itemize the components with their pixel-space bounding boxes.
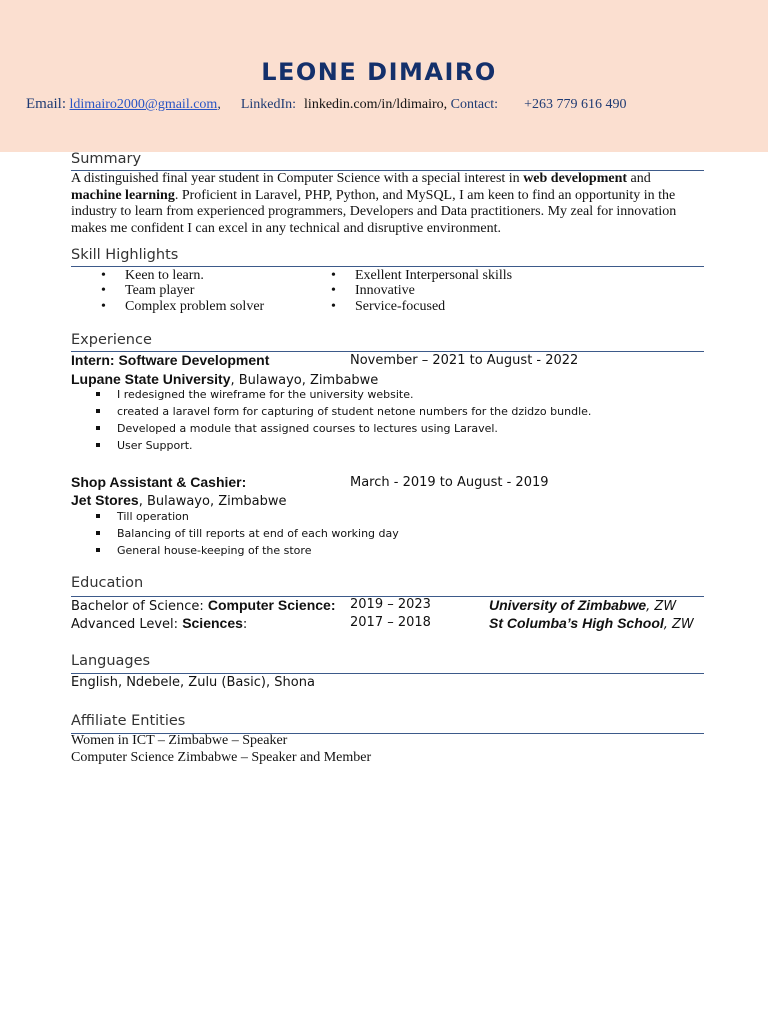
duty-item: created a laravel form for capturing of student netone numbers for the dzidzo bundle. [95, 403, 591, 420]
job-duties [95, 508, 399, 559]
affiliates-heading: Affiliate Entities [71, 713, 186, 729]
skill-item: • Keen to learn. [101, 268, 264, 283]
job-dates: March - 2019 to August - 2019 [350, 475, 549, 490]
skill-item: • Innovative [331, 283, 512, 298]
institution-country: , ZW [646, 599, 677, 614]
skill-item: • Exellent Interpersonal skills [331, 268, 512, 283]
skills-heading: Skill Highlights [71, 247, 179, 263]
duty-item: Balancing of till reports at end of each working day [95, 525, 399, 542]
job-title: Shop Assistant & Cashier: [71, 474, 247, 490]
employer-name: Lupane State University [71, 371, 231, 387]
duty-item: User Support. [95, 437, 591, 454]
degree-field-trail: : [242, 617, 248, 632]
contact-line [26, 96, 626, 113]
summary-text-part: A distinguished final year student in Computer Science with a special interest in [71, 171, 524, 186]
employer-location: , Bulawayo, Zimbabwe [138, 494, 287, 509]
institution-name: St Columba’s High School [489, 615, 664, 631]
institution [489, 597, 676, 614]
institution [489, 615, 694, 632]
duty-item: Till operation [95, 508, 399, 525]
degree [71, 615, 247, 632]
email-link[interactable]: ldimairo2000@gmail.com [69, 97, 218, 112]
skills-rule [71, 266, 704, 267]
degree-field: Sciences [182, 615, 243, 631]
skills-right-column [331, 268, 512, 314]
summary-text-part: and [627, 171, 651, 186]
email-label: Email: [26, 96, 66, 112]
employer-location: , Bulawayo, Zimbabwe [230, 373, 379, 388]
candidate-name: LEONE DIMAIRO [261, 58, 497, 86]
skill-item: • Complex problem solver [101, 299, 264, 314]
job-duties [95, 386, 591, 454]
duty-item: General house-keeping of the store [95, 542, 399, 559]
duty-item: Developed a module that assigned courses to lectures using Laravel. [95, 420, 591, 437]
job-title: Intern: Software Development [71, 352, 270, 368]
phone-number: +263 779 616 490 [524, 97, 627, 112]
skill-item: • Team player [101, 283, 264, 298]
education-heading: Education [71, 575, 144, 591]
languages-rule [71, 673, 704, 674]
skills-left-column [101, 268, 264, 314]
employer-name: Jet Stores [71, 492, 139, 508]
institution-name: University of Zimbabwe [489, 597, 647, 613]
degree-field: Computer Science: [207, 597, 336, 613]
summary-bold-web: web development [523, 171, 628, 186]
summary-text [71, 171, 704, 237]
email-trail: , [217, 97, 221, 112]
summary-bold-ml: machine learning [71, 187, 175, 203]
job-employer [71, 492, 287, 509]
education-row [71, 597, 704, 615]
affiliate-item: Women in ICT – Zimbabwe – Speaker [71, 733, 288, 748]
experience-heading: Experience [71, 332, 152, 348]
job-dates: November – 2021 to August - 2022 [350, 353, 579, 368]
summary-heading: Summary [71, 151, 142, 167]
contact-label: Contact: [450, 97, 499, 112]
affiliate-item: Computer Science Zimbabwe – Speaker and Member [71, 749, 372, 765]
degree-years: 2019 – 2023 [350, 597, 431, 612]
languages-heading: Languages [71, 653, 151, 669]
linkedin-url: linkedin.com/in/ldimairo, [304, 97, 448, 112]
degree [71, 597, 335, 614]
institution-country: , ZW [663, 617, 694, 632]
degree-years: 2017 – 2018 [350, 615, 431, 630]
languages-text: English, Ndebele, Zulu (Basic), Shona [71, 675, 315, 690]
education-row [71, 615, 704, 633]
skill-item: • Service-focused [331, 299, 512, 314]
affiliates-list [71, 733, 371, 766]
degree-level: Advanced Level: [71, 617, 183, 632]
degree-level: Bachelor of Science: [71, 599, 208, 614]
duty-item: I redesigned the wireframe for the university website. [95, 386, 591, 403]
linkedin-label: LinkedIn: [240, 97, 297, 112]
summary-text-part: . Proficient in Laravel, PHP, Python, and MySQL, I am keen to find an opportunity in the industry to learn from experienced programmers, Developers and Data practitioners. My zeal for innovation makes me confident I can excel in any technical and disruptive environment. [71, 187, 677, 236]
